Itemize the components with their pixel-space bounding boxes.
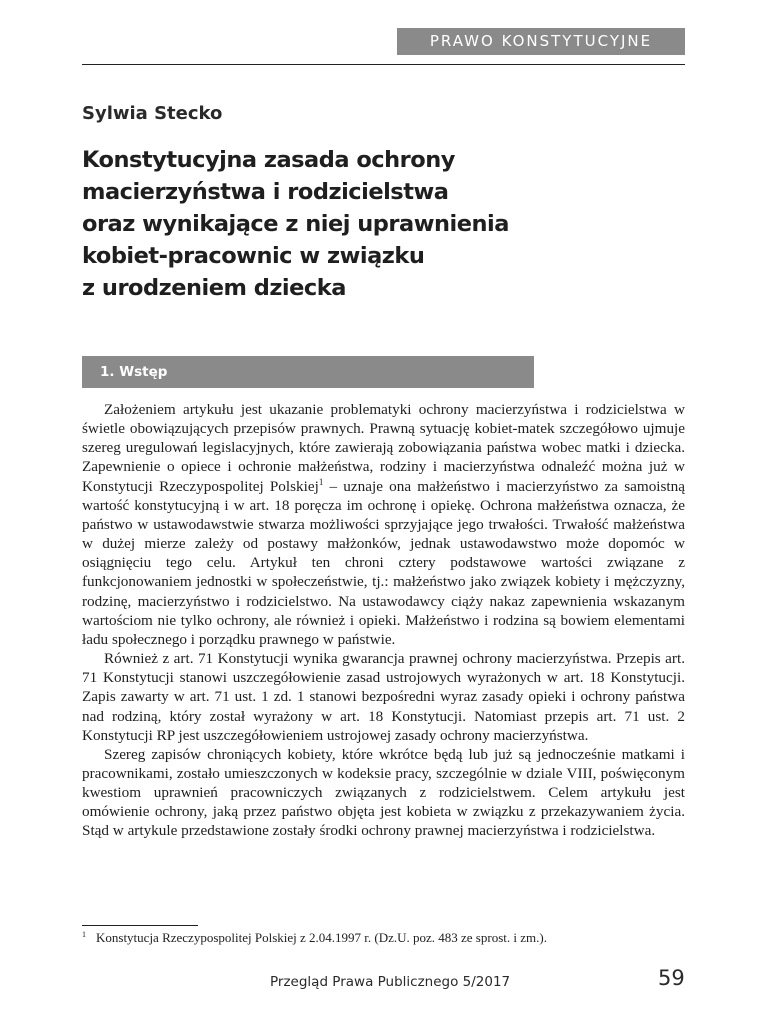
body-paragraph: Szereg zapisów chroniących kobiety, które wkrótce będą lub już są jednocześnie matkami i pracownikami, zostało umieszczonych w kodeksie pracy, szczególnie w dziale VIII, poświęconym kwestiom uprawnień pracowniczych związanych z rodzicielstwem. Celem artykułu jest omówienie ochrony, jaką przez państwo objęta jest kobieta w związku z przekazywaniem życia. Stąd w artykule przedstawione zostały środki ochrony prawnej macierzyństwa i rodzicielstwa. [82, 745, 685, 840]
page-number: 59 [658, 966, 685, 990]
title-line: Konstytucyjna zasada ochrony [82, 147, 455, 173]
running-head-section-label: PRAWO KONSTYTUCYJNE [397, 28, 685, 55]
footnote-rule [82, 925, 198, 926]
article-author: Sylwia Stecko [82, 103, 223, 124]
footnote-number: 1 [82, 929, 86, 939]
title-line: z urodzeniem dziecka [82, 275, 346, 301]
section-heading: 1. Wstęp [82, 356, 534, 388]
footnote-text: Konstytucja Rzeczypospolitej Polskiej z 2.04.1997 r. (Dz.U. poz. 483 ze sprost. i zm.). [96, 930, 547, 945]
header-rule [82, 64, 685, 65]
body-paragraph: Również z art. 71 Konstytucji wynika gwarancja prawnej ochrony macierzyństwa. Przepis art. 71 Konstytucji stanowi uszczegółowienie zasad ustrojowych wyrażonych w art. 18 Konstytucji. Zapis zawarty w art. 71 ust. 1 zd. 1 stanowi bezpośredni wyraz zasady opieki i ochrony państwa nad rodziną, który został wyrażony w art. 18 Konstytucji. Natomiast przepis art. 71 ust. 2 Konstytucji RP jest uszczegółowieniem ustrojowej zasady ochrony macierzyństwa. [82, 650, 685, 744]
journal-title: Przegląd Prawa Publicznego 5/2017 [270, 974, 511, 990]
paragraph-text: Założeniem artykułu jest ukazanie problematyki ochrony macierzyństwa i rodzicielstwa w świetle obowiązujących przepisów prawnych. Prawną sytuację kobiet-matek szczegółowo ujmuje szereg uregulowań legislacyjnych, które zawierają zobowiązania państwa wobec matki i dziecka. Zapewnienie o opiece i ochronie małżeństwa, rodziny i macierzyństwa odnaleźć można już w Konstytucji Rzeczypospolitej Polskiej [82, 401, 685, 495]
body-paragraph [82, 400, 685, 649]
article-title [82, 144, 642, 304]
article-body [82, 400, 685, 841]
title-line: oraz wynikające z niej uprawnienia [82, 211, 509, 237]
title-line: kobiet-pracownic w związku [82, 243, 425, 269]
paragraph-text: – uznaje ona małżeństwo i macierzyństwo za samoistną wartość konstytucyjną i w art. 18 poręcza im ochronę i opiekę. Ochrona małżeństwa oznacza, że państwo w ustawodawstwie stwarza możliwości sprzyjające jego trwałości. Trwałość małżeństwa w dużej mierze zależy od postawy małżonków, jednak ustawodawstwo może dopomóc w osiągnięciu tego celu. Artykuł ten chroni cztery podstawowe wartości związane z funkcjonowaniem jednostki w społeczeństwie, tj.: małżeństwo jako związek kobiety i mężczyzny, rodzinę, macierzyństwo i rodzicielstwo. Na ustawodawcy ciąży nakaz zapewnienia wskazanym wartościom nie tylko ochrony, ale również i opieki. Małżeństwo i rodzina są bowiem elementami ładu społecznego i porządku prawnego w państwie. [82, 477, 685, 648]
footnote-reference[interactable]: 1 [318, 476, 324, 487]
title-line: macierzyństwa i rodzicielstwa [82, 179, 449, 205]
footnote [82, 930, 685, 946]
